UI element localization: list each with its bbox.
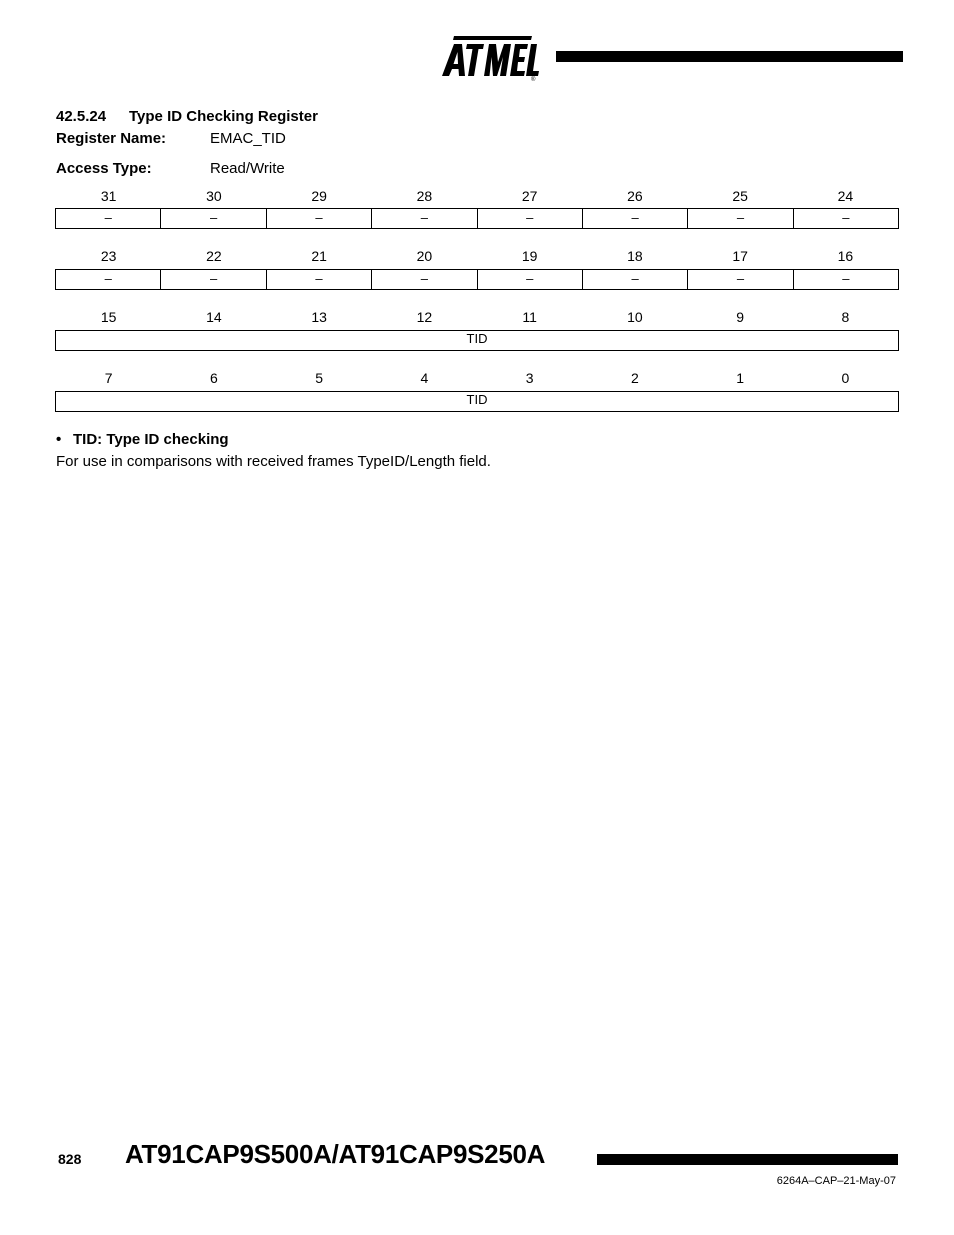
bit-number: 27 — [521, 188, 538, 204]
bit-numbers-31-24 — [56, 188, 898, 206]
bit-number: 13 — [311, 309, 327, 325]
bit-numbers-7-0 — [56, 370, 898, 388]
bit-number: 12 — [416, 309, 433, 325]
bit-number: 2 — [630, 370, 639, 386]
bit-number: 11 — [522, 309, 537, 325]
tid-field: TID — [466, 392, 488, 407]
bit-cell: – — [266, 270, 371, 289]
bit-cell: – — [687, 270, 792, 289]
footer-rule — [597, 1154, 898, 1165]
field-description-heading — [56, 431, 229, 448]
bit-number: 24 — [837, 188, 854, 204]
bit-number: 20 — [416, 248, 433, 264]
bit-number: 28 — [416, 188, 433, 204]
atmel-logo — [440, 32, 540, 82]
bit-cell: – — [160, 270, 265, 289]
bit-cell: – — [793, 270, 898, 289]
bit-field-row-15-8 — [55, 330, 899, 351]
bit-number: 30 — [206, 188, 222, 204]
svg-text:®: ® — [531, 77, 536, 82]
bit-number: 3 — [525, 370, 534, 386]
bit-number: 1 — [736, 370, 745, 386]
register-name-label: Register Name: — [56, 130, 167, 147]
bit-number: 0 — [841, 370, 850, 386]
bit-cell: – — [266, 209, 371, 228]
bit-cell: – — [582, 270, 687, 289]
tid-field: TID — [466, 331, 488, 346]
bit-number: 22 — [206, 248, 222, 264]
bit-number: 14 — [206, 309, 222, 325]
bit-number: 16 — [837, 248, 854, 264]
bit-field-row-31-24 — [55, 208, 899, 229]
bit-field-row-23-16 — [55, 269, 899, 290]
document-title: AT91CAP9S500A/AT91CAP9S250A — [125, 1139, 546, 1169]
field-description-text: For use in comparisons with received frames TypeID/Length field. — [56, 453, 491, 470]
bit-cell: – — [687, 209, 792, 228]
bit-number: 29 — [311, 188, 327, 204]
register-name-value: EMAC_TID — [210, 130, 286, 147]
bit-number: 25 — [732, 188, 748, 204]
bit-number: 23 — [100, 248, 117, 264]
bit-number: 19 — [521, 248, 538, 264]
page-number: 828 — [58, 1151, 82, 1167]
header-rule — [556, 51, 903, 62]
bit-numbers-15-8 — [56, 309, 898, 327]
bit-cell: – — [582, 209, 687, 228]
bit-cell: – — [477, 209, 582, 228]
bit-number: 31 — [100, 188, 117, 204]
section-heading — [56, 108, 318, 125]
field-title: TID: Type ID checking — [73, 431, 229, 448]
bit-cell: – — [793, 209, 898, 228]
section-title: Type ID Checking Register — [129, 108, 318, 125]
bullet-point: • — [56, 431, 62, 448]
bit-number: 26 — [627, 188, 643, 204]
bit-cell: – — [160, 209, 265, 228]
bit-numbers-23-16 — [56, 248, 898, 266]
section-number: 42.5.24 — [56, 108, 107, 125]
bit-cell: – — [371, 270, 476, 289]
access-type-label: Access Type: — [56, 160, 152, 177]
bit-number: 7 — [104, 370, 113, 386]
bit-number: 5 — [315, 370, 324, 386]
bit-number: 8 — [841, 309, 850, 325]
bit-number: 4 — [420, 370, 429, 386]
bit-number: 17 — [732, 248, 748, 264]
bit-cell: – — [477, 270, 582, 289]
document-reference: 6264A–CAP–21-May-07 — [776, 1175, 896, 1187]
bit-field-row-7-0 — [55, 391, 899, 412]
bit-cell: – — [104, 271, 112, 286]
bit-cell: – — [371, 209, 476, 228]
access-type-value: Read/Write — [210, 160, 285, 177]
bit-number: 6 — [209, 370, 218, 386]
bit-number: 9 — [736, 309, 745, 325]
bit-cell: – — [104, 210, 112, 225]
bit-number: 15 — [100, 309, 117, 325]
bit-number: 18 — [627, 248, 643, 264]
bit-number: 10 — [627, 309, 643, 325]
bit-number: 21 — [311, 248, 327, 264]
